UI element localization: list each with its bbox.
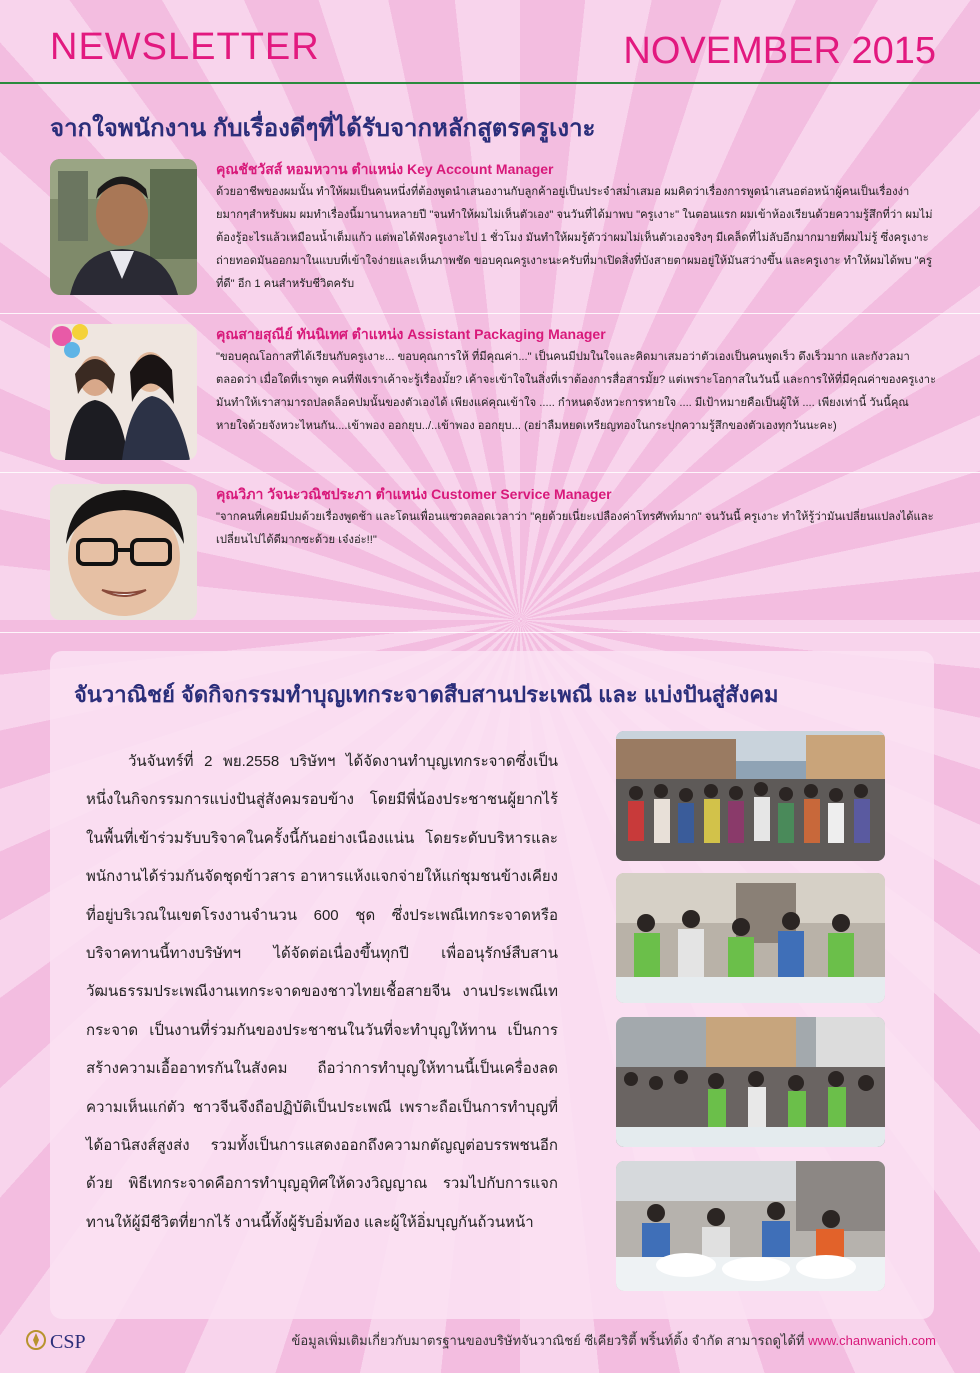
employee-quote: "จากคนที่เคยมีปมด้วยเรื่องพูดช้า และโดนเพื่อนแซวตลอดเวลาว่า "คุยด้วยเนี่ยะเปลืองค่าโทรศัพท์มาก" จนวันนี้ ครูเงาะ ทำให้รู้ว่ามันเปลี่ยนแปลงได้และเปลี่ยนไปได้ดีมากซะด้วย เจ๋งอ่ะ!!" <box>216 511 934 546</box>
volunteers-packing-photo <box>616 873 885 1003</box>
newsletter-header <box>0 0 980 84</box>
crowd-street-photo <box>616 731 885 861</box>
crowd-distribution-photo <box>616 1017 885 1147</box>
section-divider <box>0 472 980 473</box>
website-link[interactable]: www.chanwanich.com <box>808 1333 936 1348</box>
employee-section-heading: จากใจพนักงาน กับเรื่องดีๆที่ได้รับจากหลักสูตรครูเงาะ <box>50 115 596 142</box>
two-women-photo <box>50 324 197 460</box>
csp-logo-text: CSP <box>50 1331 86 1352</box>
event-article-paragraph: วันจันทร์ที่ 2 พย.2558 บริษัทฯ ได้จัดงานทำบุญเทกระจาดซึ่งเป็นหนึ่งในกิจกรรมการแบ่งปันสู่สังคมรอบข้าง โดยมีพี่น้องประชาชนผู้ยากไร้ในพื้นที่เข้าร่วมรับบริจาคในครั้งนี้กันอย่างเนืองแน่น โดยระดับบริหารและพนักงานได้ร่วมกันจัดชุดข้าวสาร อาหารแห้งแจกจ่ายให้แก่ชุมชนข้างเคียงที่อยู่บริเวณในเขตโรงงานจำนวน 600 ชุด ซึ่งประเพณีเทกระจาดหรือบริจาคทานนี้ทางบริษัทฯ ได้จัดต่อเนื่องขึ้นทุกปี เพื่ออนุรักษ์สืบสานวัฒนธรรมประเพณีงานเทกระจาดของชาวไทยเชื้อสายจีน งานประเพณีเทกระจาด เป็นงานที่ร่วมกันของประชาชนในวันที่จะทำบุญให้ทาน เป็นการสร้างความเอื้ออาทรกันในสังคม ถือว่าการทำบุญให้ทานนี้เป็นเครื่องลดความเห็นแก่ตัว ชาวจีนจึงถือปฏิบัติเป็นประเพณี เพราะถือเป็นการทำบุญที่ได้อานิสงส์สูงส่ง รวมทั้งเป็นการแสดงออกถึงความกตัญญูต่อบรรพชนอีกด้วย พิธีเทกระจาดคือการทำบุญอุทิศให้ดวงวิญญาณ รวมไปกับการแจกทานให้ผู้มีชีวิตที่ยากไร้ งานนี้ทั้งผู้รับอิ่มท้อง และผู้ให้อิ่มบุญกันถ้วนหน้า <box>86 753 558 1231</box>
csp-logo <box>26 1328 106 1352</box>
employee-quote: ด้วยอาชีพของผมนั้น ทำให้ผมเป็นคนหนึ่งที่ต้องพูดนำเสนองานกับลูกค้าอยู่เป็นประจำสม่ำเสมอ ผมคิดว่าเรื่องการพูดนำเสนอต่อหน้าผู้คนเป็นเรื่องง่ายมากๆสำหรับผม ผมทำเรื่องนี้มานานหลายปี "จนทำให้ผมไม่เห็นตัวเอง" จนวันที่ได้มาพบ "ครูเงาะ" ในตอนแรก ผมเข้าห้องเรียนด้วยความรู้สึกที่ว่า ผมไม่ต้องรู้อะไรแล้วเหมือนน้ำเต็มแก้ว แต่พอได้ฟังครูเงาะไป 1 ชั่วโมง มันทำให้ผมรู้ตัวว่าผมไม่เห็นตัวเองจริงๆ มีเคล็ดที่ไม่ลับอีกมากมายที่ผมไม่รู้ ซึ่งครูเงาะถ่ายทอดมันออกมาในแบบที่เข้าใจง่ายและเห็นภาพชัด ขอบคุณครูเงาะนะครับที่มาเปิดสิ่งที่บังสายตาผมอยู่ให้มันสว่างขึ้น และครูเงาะ ทำให้ผมได้พบ "ครูที่ดี" อีก 1 คนสำหรับชีวิตครับ <box>216 186 933 290</box>
footer-info <box>291 1330 936 1351</box>
event-article-body <box>86 743 558 1242</box>
employee-name-title: คุณสายสุณีย์ ทันนิเทศ ตำแหน่ง Assistant Packaging Manager <box>216 326 606 342</box>
employee-name-title: คุณชัชวัสส์ หอมหวาน ตำแหน่ง Key Account Manager <box>216 161 554 177</box>
footer-info-text: ข้อมูลเพิ่มเติมเกี่ยวกับมาตรฐานของบริษัทจันวาณิชย์ ซีเคียวริตี้ พริ้นท์ติ้ง จำกัด สามารถดูได้ที่ <box>291 1333 805 1348</box>
section-divider <box>0 313 980 314</box>
section-divider <box>0 632 980 633</box>
header-rule <box>0 82 980 84</box>
employee-name-title: คุณวิภา วัจนะวณิชประภา ตำแหน่ง Customer Service Manager <box>216 486 612 502</box>
newsletter-title: NEWSLETTER <box>50 26 320 68</box>
issue-date: NOVEMBER 2015 <box>623 30 936 72</box>
staff-handing-bags-photo <box>616 1161 885 1291</box>
woman-glasses-photo <box>50 484 197 620</box>
man-portrait-photo <box>50 159 197 295</box>
employee-quote: "ขอบคุณโอกาสที่ได้เรียนกับครูเงาะ... ขอบคุณการให้ ที่มีคุณค่า..." เป็นคนมีปมในใจและคิดมาเสมอว่าตัวเองเป็นคนพูดเร็ว ดึงเร็วมาก และกังวลมาตลอดว่า เมื่อใดที่เราพูด คนที่ฟังเราเค้าจะรู้เรื่องมั้ย? เค้าจะเข้าใจในสิ่งที่เราต้องการสื่อสารมั้ย? แต่เพราะโอกาสในวันนี้ และการให้ที่มีคุณค่าของครูเงาะ มันทำให้เราสามารถปลดล็อคปมนั้นของตัวเองได้ เพียงแค่คุณเข้าใจ ..... กำหนดจังหวะการหายใจ .... มีเป้าหมายคือเป็นผู้ให้ .... เพียงเท่านี้ วันนี้คุณหายใจด้วยจังหวะไหนกัน....เข้าพอง ออกยุบ../..เข้าพอง ออกยุบ... (อย่าลืมหยดเหรียญทองในกระปุกความรู้สึกของตัวเองทุกวันนะคะ) <box>216 351 936 432</box>
event-article-heading: จันวาณิชย์ จัดกิจกรรมทำบุญเทกระจาดสืบสานประเพณี และ แบ่งปันสู่สังคม <box>74 682 779 707</box>
event-article-panel <box>50 651 934 1319</box>
